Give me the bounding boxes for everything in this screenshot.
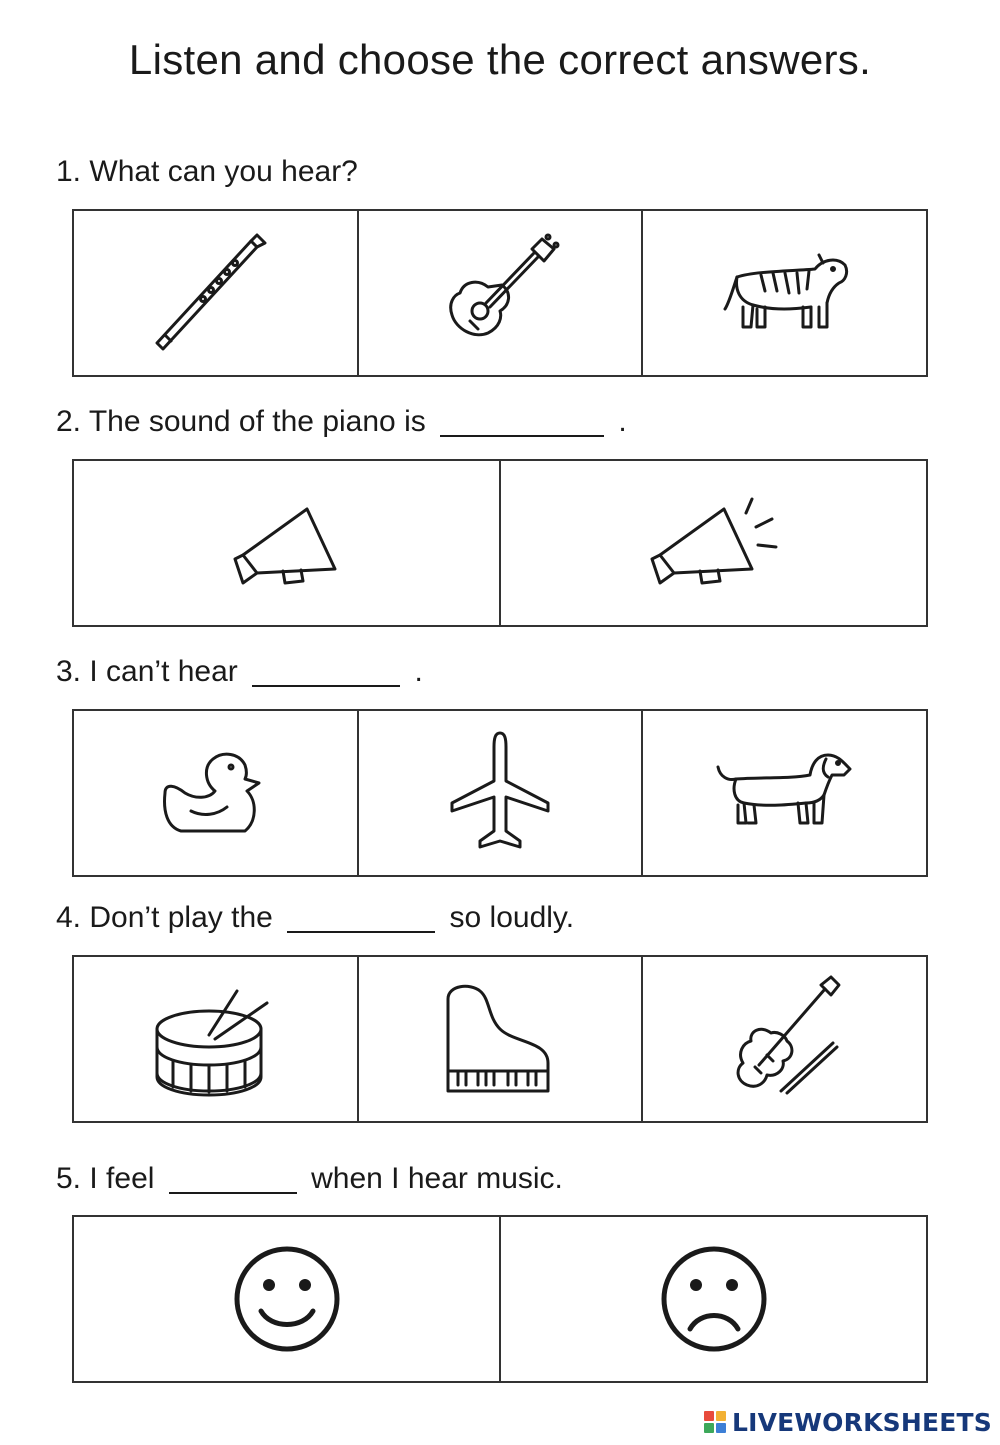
drum-icon — [145, 969, 285, 1109]
liveworksheets-logo — [704, 1405, 992, 1439]
option-tiger[interactable] — [641, 211, 926, 375]
tiger-icon — [715, 223, 855, 363]
airplane-icon — [430, 723, 570, 863]
question-3-suffix: . — [414, 655, 423, 688]
piano-icon — [430, 969, 570, 1109]
option-duck[interactable] — [74, 711, 357, 875]
guitar-icon — [430, 223, 570, 363]
sad-face-icon — [654, 1239, 774, 1359]
question-1-text: What can you hear? — [89, 155, 358, 188]
question-1 — [56, 155, 358, 189]
violin-icon — [715, 969, 855, 1109]
question-4-text: Don’t play the — [89, 901, 273, 934]
question-5-number: 5. — [56, 1162, 82, 1195]
question-5 — [56, 1162, 563, 1196]
answer-blank-4 — [287, 901, 435, 933]
question-3-number: 3. — [56, 655, 82, 688]
option-airplane[interactable] — [357, 711, 642, 875]
question-5-text: I feel — [89, 1162, 155, 1195]
question-2-number: 2. — [56, 405, 82, 438]
question-3 — [56, 655, 423, 689]
option-happy[interactable] — [74, 1217, 499, 1381]
megaphone-loud-icon — [634, 473, 794, 613]
logo-blocks-icon — [704, 1411, 726, 1433]
answer-blank-3 — [252, 655, 400, 687]
question-2-options — [72, 459, 928, 627]
question-4 — [56, 901, 574, 935]
question-4-options — [72, 955, 928, 1123]
option-dog[interactable] — [641, 711, 926, 875]
option-guitar[interactable] — [357, 211, 642, 375]
megaphone-quiet-icon — [217, 473, 357, 613]
question-3-text: I can’t hear — [89, 655, 238, 688]
question-1-number: 1. — [56, 155, 82, 188]
option-violin[interactable] — [641, 957, 926, 1121]
question-3-options — [72, 709, 928, 877]
question-4-suffix: so loudly. — [449, 901, 575, 934]
question-2-suffix: . — [618, 405, 627, 438]
option-piano[interactable] — [357, 957, 642, 1121]
option-flute[interactable] — [74, 211, 357, 375]
option-loud[interactable] — [499, 461, 926, 625]
option-drum[interactable] — [74, 957, 357, 1121]
flute-icon — [145, 223, 285, 363]
question-2 — [56, 405, 627, 439]
happy-face-icon — [227, 1239, 347, 1359]
question-2-text: The sound of the piano is — [88, 405, 426, 438]
question-4-number: 4. — [56, 901, 82, 934]
dog-icon — [710, 723, 860, 863]
answer-blank-2 — [440, 405, 604, 437]
option-quiet[interactable] — [74, 461, 499, 625]
answer-blank-5 — [169, 1162, 297, 1194]
logo-text: LIVEWORKSHEETS — [731, 1407, 992, 1437]
question-5-suffix: when I hear music. — [311, 1162, 563, 1195]
worksheet-title: Listen and choose the correct answers. — [128, 36, 872, 83]
question-1-options — [72, 209, 928, 377]
question-5-options — [72, 1215, 928, 1383]
option-sad[interactable] — [499, 1217, 926, 1381]
duck-icon — [145, 723, 285, 863]
